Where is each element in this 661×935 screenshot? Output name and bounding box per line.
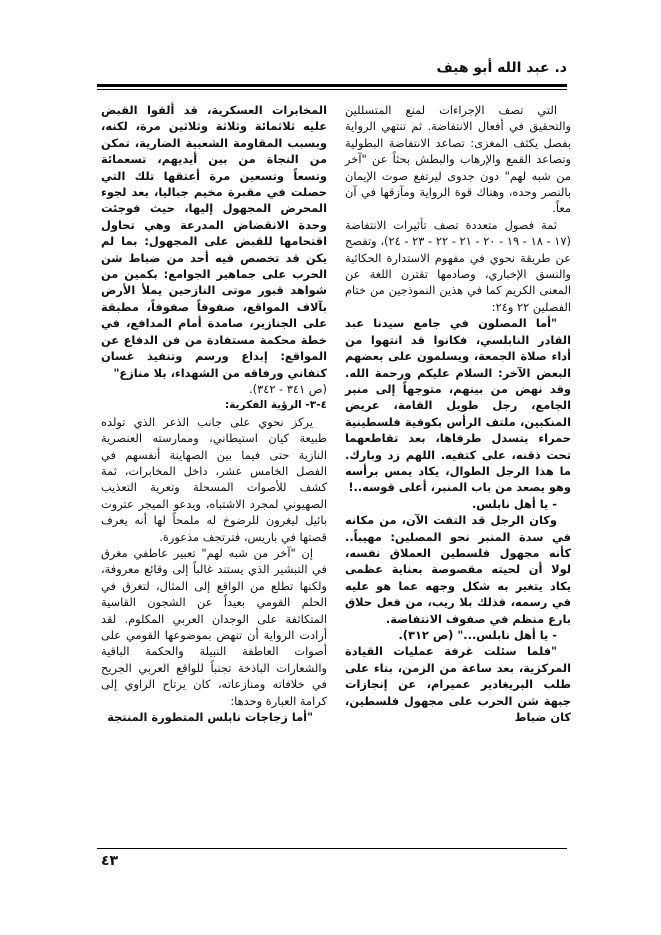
running-header xyxy=(97,58,567,86)
left-column xyxy=(101,102,327,725)
right-column xyxy=(345,102,571,725)
section-heading: ٤-٣- الرؤية الفكرية: xyxy=(224,399,327,412)
quotation: - يا أهل نابلس..." (ص ٣١٢). xyxy=(398,628,557,642)
paragraph: إن "آخر من شبه لهم" تعبير عاطفي مغرق في التبشير الذي يستند غالباً إلى وقائع معروفة، ولكنها تطلع من الواقع إلى المثال، لتغرق في الحلم القومي بعيداً عن الشجون القاسية المتكاثفة على الوجدان العربي المكلوم. لقد أرادت الرواية أن تنهض بموضوعها القومي على أصوات العاطفة النبيلة والحكمة الباقية والشعارات الباذخة تجنباً للواقع العربي الجريح في خلافاته ومنازعاته، كان يرتاح الراوي إلى كرامة العبارة وحدها: xyxy=(101,545,327,708)
page-citation: (ص ٣٤١ - ٣٤٢). xyxy=(249,381,327,396)
paragraph: يركز نحوي على جانب الذعر الذي تولده طبيعة كيان استيطاني، وممارسته العنصرية النازية حتى فيما بين الصهاينة أنفسهم في الفصل الخامس عشر، داخل المخابرات، ثمة كشف للأصوات المسحلة وتعرية التعذيب الصهيوني لمجرد الاشتباه، ويدعو الميجر عتروت بائيل ليغرون للرضوخ له ملمحاً لها أنه يعرف قصتها في باريس، فترتجف مذعورة. xyxy=(101,414,327,544)
header-rule-thick xyxy=(97,84,567,87)
paragraph: التي تصف الإجراءات لمنع المتسللين والتحقيق في أفعال الانتفاضة. ثم تنتهي الرواية بفصل يكثف المغزى: تصاعد الانتفاضة البطولية وتصاعد القمع والإرهاب والبطش بحثاً عن "آخر من شبه لهم" دون جدوى ليرتفع صوت الإيمان بالنصر وحده، وهناك قوة الرواية ومآزقها في آن معاً. xyxy=(345,103,571,216)
quotation: "أما زجاجات نابلس المتطورة المنتجة xyxy=(107,710,313,725)
quotation: - يا أهل نابلس. xyxy=(471,496,557,511)
quotation: وكان الرجل قد التفت الآن، من مكانه في سدة المنبر نحو المصلين: مهيباً.. كأنه مجهول فلسطين العملاق نفسه، لولا أن لحيته مقصوصة بعناية عظمى يكاد يتغير به شكل وجهه عما هو عليه في رسمه، فذلك بلا ريب، من فعل حلاق بارع منظم في صفوف الانتفاضة. xyxy=(345,513,571,626)
header-rule-thin xyxy=(97,89,567,90)
paragraph: ثمة فصول متعددة تصف تأثيرات الانتفاضة (١٧ - ١٨ - ١٩ - ٢٠ - ٢١ - ٢٢ - ٢٣ - ٢٤)، وتفصح عن طريقة نحوي في مفهوم الاستدارة الحكائية والنسق الإخباري، وصادمها تقترن اللغة عن المعنى الكريم كما في هذين النموذجين من ختام الفصلين ٢٢ و٢٤: xyxy=(345,217,571,314)
footer-rule xyxy=(97,848,567,849)
quotation: المخابرات العسكرية، قد ألقوا القبض عليه ثلاثمائة وثلاثة وثلاثين مرة، لكنه، وبسبب المقاومة الشعبية الضارية، تمكن من النجاة من بين أيديهم، تسعمائة وتسعاً وتسعين مرة أعتقها تلك التي حصلت في مقبرة مخيم جباليا، بعد لجوء المحرض المجهول إليها، حيث فوجئت وحدة الانقضاض المدرعة وهي تحاول اقتحامها للقبض على المجهول: بما لم يكن قد تخصص فيه أحد من ضباط شن الحرب على جماهير الجوامع: بكمين من شواهد قبور موتى النازحين يملأ الأرض بآلاف المواقع، صفوفاً صفوفاً، مطبقة على الجنازير، صامدة أمام المدافع، في خطة محكمة مستفادة من فن الدفاع عن المواقع: إبداع ورسم وتنفيذ غسان كنفاني ورفاقه من الشهداء، بلا منازع" xyxy=(101,103,327,380)
page-number: ٤٣ xyxy=(101,853,119,869)
quotation: "أما المصلون في جامع سيدنا عبد القادر النابلسي، فكانوا قد انتهوا من أداء صلاة الجمعة، ويسلمون على بعضهم البعض الآخر: السلام عليكم ورحمة الله. وقد نهض من بينهم، متوجهاً إلى منبر الجامع، رجل طويل القامة، عريض المنكبين، ملتف الرأس بكوفية فلسطينية حمراء يتسدل طرفاها، بعد تقاطعهما تحت ذقنه، على كتفيه. اللهم زد وبارك. ما هذا الرجل الطوال، يكاد يمس برأسه وهو يصعد من باب المنبر، أعلى قوسه..! xyxy=(345,316,571,495)
author-name: د. عبد الله أبو هيف xyxy=(436,60,567,76)
quotation: "فلما سئلت غرفة عمليات القيادة المركزية، بعد ساعة من الزمن، بناء على طلب البريغادير عميرام، عن إنجازات جبهة شن الحرب على مجهول فلسطين، كان ضباط xyxy=(345,644,571,725)
